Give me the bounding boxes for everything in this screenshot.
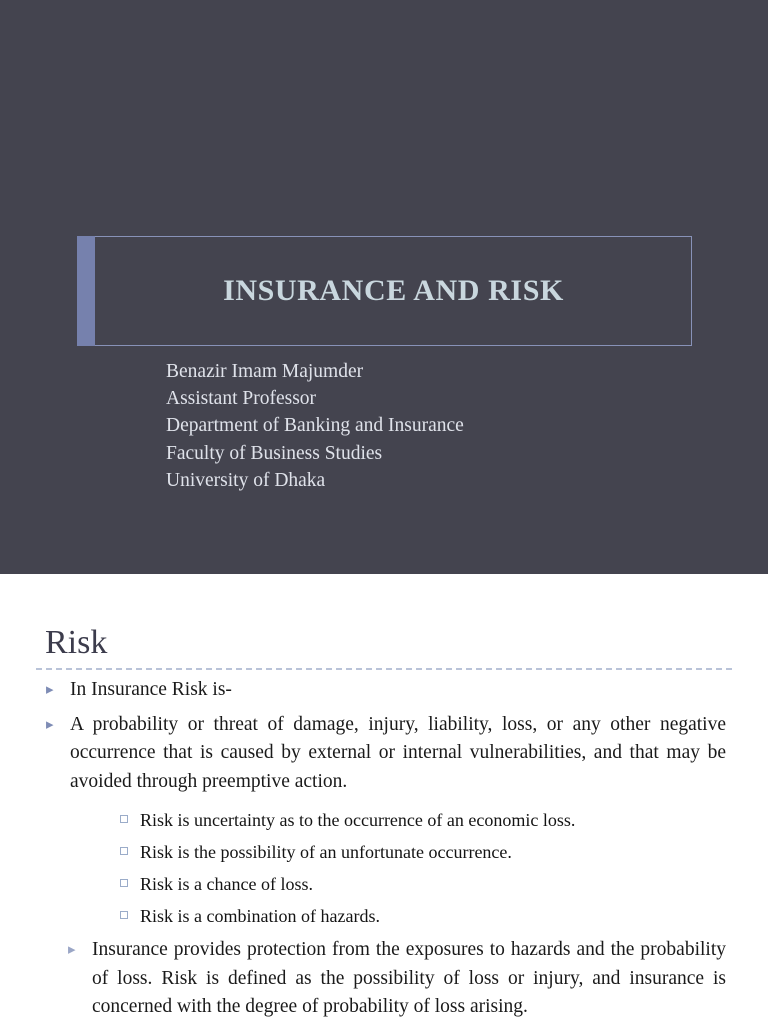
list-item-text: A probability or threat of damage, injury, liability, loss, or any other negative occurrence that is caused by external or internal vulnerabilities, and that may be avoided through preemptive action. — [70, 713, 726, 792]
list-item-text: Risk is the possibility of an unfortunate occurrence. — [140, 842, 512, 862]
list-item — [118, 868, 726, 900]
title-accent-bar — [77, 236, 95, 346]
square-bullet-icon — [120, 847, 128, 855]
list-item-text: Risk is a combination of hazards. — [140, 906, 380, 926]
spacer — [0, 796, 768, 804]
bullet-list — [0, 676, 768, 1022]
list-item — [42, 676, 726, 705]
triangle-bullet-icon: ▸ — [46, 682, 54, 698]
list-item-text: Insurance provides protection from the exposures to hazards and the probability of loss. Risk is defined as the possibility of loss or injury, and insurance is concerned with the degree of probability of loss arising. — [92, 939, 726, 1017]
list-item-text: Risk is a chance of loss. — [140, 874, 313, 894]
content-slide — [0, 574, 768, 1024]
presenter-department: Department of Banking and Insurance — [166, 415, 464, 437]
square-bullet-icon — [120, 879, 128, 887]
presenter-faculty: Faculty of Business Studies — [166, 442, 383, 464]
presenter-name: Benazir Imam Majumder — [166, 361, 364, 382]
list-item-text: Risk is uncertainty as to the occurrence of an economic loss. — [140, 810, 576, 830]
page-title: Risk — [45, 624, 108, 661]
triangle-bullet-icon: ▸ — [68, 942, 76, 958]
list-item — [42, 711, 726, 797]
list-item-text: In Insurance Risk is- — [70, 679, 232, 700]
presenter-designation: Assistant Professor — [166, 388, 317, 410]
square-bullet-icon — [120, 815, 128, 823]
triangle-bullet-icon: ▸ — [46, 716, 54, 733]
list-item — [118, 804, 726, 836]
list-item — [66, 936, 726, 1022]
presenter-info-block — [166, 358, 464, 494]
heading-divider — [36, 668, 732, 670]
presenter-university: University of Dhaka — [166, 469, 326, 491]
list-item — [118, 900, 726, 932]
square-bullet-icon — [120, 911, 128, 919]
list-item — [118, 836, 726, 868]
presentation-title: INSURANCE AND RISK — [223, 274, 564, 307]
